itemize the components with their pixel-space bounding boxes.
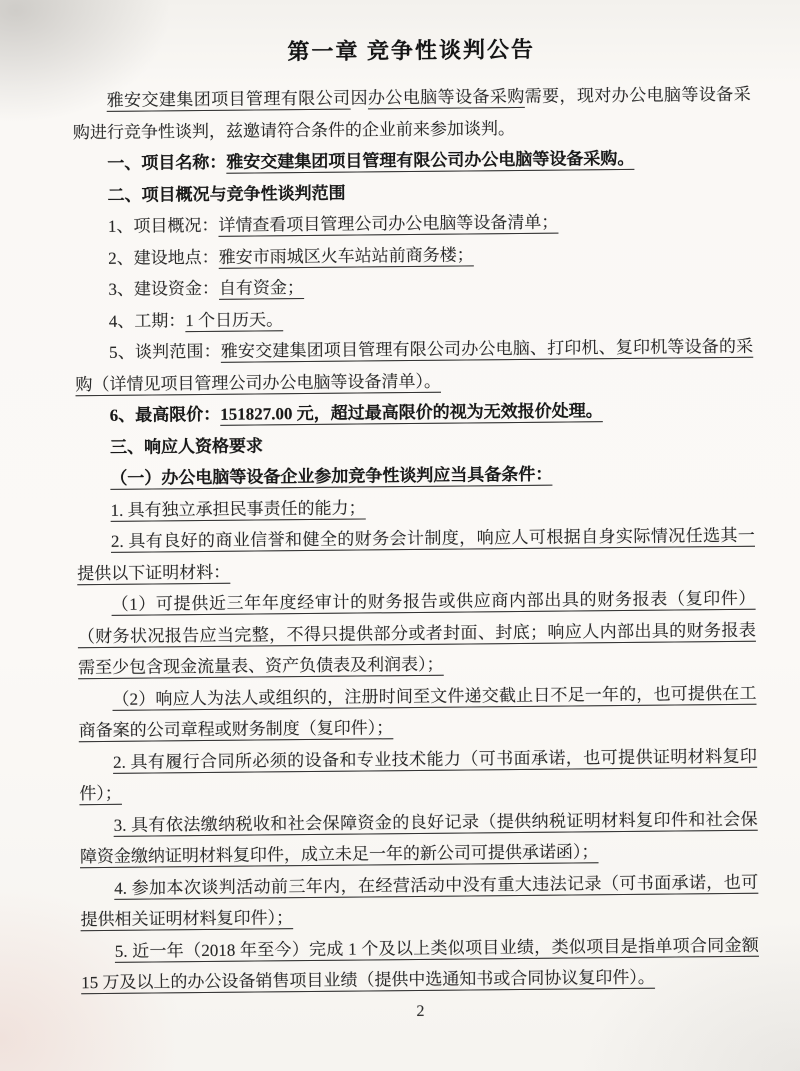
chapter-title: 第一章 竞争性谈判公告 — [287, 36, 536, 65]
location-value: 雅安市雨城区火车站站前商务楼； — [218, 244, 474, 267]
requirement-5-text: 4. 参加本次谈判活动前三年内，在经营活动中没有重大违法记录（可书面承诺，也可提供相关证明材料复印件）； — [80, 872, 759, 930]
requirement-5 — [80, 866, 759, 936]
section3-heading: 三、响应人资格要求 — [109, 435, 264, 457]
requirement-6-text: 5. 近一年（2018 年至今）完成 1 个及以上类似项目业绩，类似项目是指单项合同金额 15 万及以上的办公设备销售项目业绩（提供中选通知书或合同协议复印件）。 — [81, 935, 759, 993]
scope-label: 5、谈判范围： — [109, 341, 221, 362]
requirement-2-option-2-text: （2）响应人为法人或组织的，注册时间至文件递交截止日不足一年的，也可提供在工商备案的公司章程或财务制度（复印件）； — [78, 683, 757, 741]
duration-value: 1 个日历天。 — [185, 309, 284, 330]
funding-value: 自有资金； — [218, 278, 305, 298]
scope-paragraph — [75, 331, 754, 401]
overview-label: 1、项目概况： — [107, 215, 219, 236]
section2-heading: 二、项目概况与竞争性谈判范围 — [107, 183, 346, 205]
price-cap-value: 151827.00 元，超过最高限价的视为无效报价处理。 — [220, 401, 603, 424]
requirement-2-option-2 — [78, 677, 757, 747]
overview-value: 详情查看项目管理公司办公电脑等设备清单； — [218, 212, 559, 235]
page-number: 2 — [416, 1002, 425, 1020]
requirement-3 — [79, 740, 758, 810]
requirement-2-option-1 — [77, 583, 756, 684]
intro-rest: 需要，现对办公电脑等设备采购进行竞争性谈判，兹邀请符合条件的企业前来参加谈判。 — [72, 84, 751, 142]
intro-paragraph — [73, 79, 752, 149]
requirement-2-option-1-text: （1）可提供近三年年度经审计的财务报告或供应商内部出具的财务报表（复印件）（财务状况报告应当完整，不得只提供部分或者封面、封底；响应人内部出具的财务报表需至少包含现金流量表、资产负债表及利润表）； — [77, 588, 756, 678]
project-name-label: 一、项目名称： — [107, 152, 227, 173]
requirement-4-text: 3. 具有依法缴纳税收和社会保障资金的良好记录（提供纳税证明材料复印件和社会保障资金缴纳证明材料复印件，成立未足一年的新公司可提供承诺函）； — [79, 809, 758, 867]
duration-label: 4、工期： — [108, 310, 186, 331]
procurement-subject: 办公电脑等设备采购 — [367, 86, 525, 108]
intro-connector: 因 — [350, 88, 369, 108]
funding-label: 3、建设资金： — [108, 278, 220, 299]
requirement-1-text: 1. 具有独立承担民事责任的能力； — [110, 497, 366, 520]
company-name: 雅安交建集团项目管理有限公司 — [106, 88, 351, 110]
requirement-4 — [79, 803, 758, 873]
requirement-3-text: 2. 具有履行合同所必须的设备和专业技术能力（可书面承诺，也可提供证明材料复印件）； — [79, 746, 758, 804]
requirement-2 — [77, 520, 756, 590]
scope-value: 雅安交建集团项目管理有限公司办公电脑、打印机、复印机等设备的采购（详情见项目管理公司办公电脑等设备清单）。 — [75, 336, 754, 394]
requirement-6 — [81, 929, 760, 999]
location-label: 2、建设地点： — [108, 247, 219, 268]
price-cap-label: 6、最高限价： — [109, 404, 221, 425]
document-sheet — [72, 25, 760, 1030]
requirement-2-text: 2. 具有良好的商业信誉和健全的财务会计制度，响应人可根据自身实际情况任选其一提供以下证明材料： — [77, 525, 755, 583]
project-name-value: 雅安交建集团项目管理有限公司办公电脑等设备采购。 — [226, 148, 635, 172]
qualification-subheading-text: （一）办公电脑等设备企业参加竞争性谈判应当具备条件： — [110, 464, 553, 488]
